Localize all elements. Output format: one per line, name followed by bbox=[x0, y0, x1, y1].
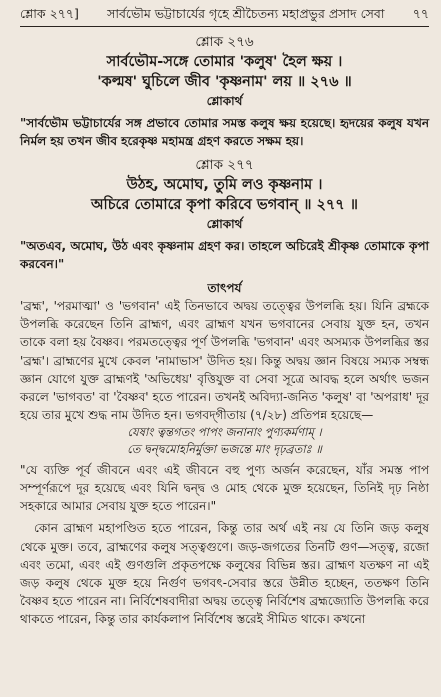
purport-paragraph-1: 'ব্রহ্ম', 'পরমাত্মা' ও 'ভগবান' এই তিনভাবে অদ্বয় তত্ত্বের উপলব্ধি হয়। যিনি ব্রহ্মকে উপলব্ধি করেছেন তিনি ব্রাহ্মণ, এবং ব্রাহ্মণ যখন ভগবানের সেবায় যুক্ত হন, তখন তাকে বলা হয় বৈষ্ণব। পরমতত্ত্বের পূর্ণ উপলব্ধি 'ভগবান' এবং অসম্যক উপলব্ধির স্তর 'ব্রহ্ম'। ব্রাহ্মণের মুখে কেবল 'নামাভাস' উদিত হয়। কিন্তু অদ্বয় জ্ঞান বিষয়ে সম্যক সম্বন্ধ জ্ঞান যোগে যুক্ত ব্রাহ্মণই 'অভিধেয়' বৃত্তিযুক্ত বা সেবা সূত্রে আবদ্ধ হলে অর্থাৎ ভজন করলে 'ভাগবত' বা 'বৈষ্ণব' হতে পারেন। তখনই অবিদ্যা-জনিত 'কলুষ' বা 'অপরাধ' দূর হয়ে তার মুখে শুদ্ধ নাম উদিত হন। ভগবদ্‌গীতায় (৭/২৮) প্রতিপন্ন হয়েছে— bbox=[20, 299, 429, 423]
purport-paragraph-2: কোন ব্রাহ্মণ মহাপণ্ডিত হতে পারেন, কিন্তু তার অর্থ এই নয় যে তিনি জড় কলুষ থেকে মুক্ত। তবে, ব্রাহ্মণের কলুষ সত্ত্বগুণে। জড়-জগতের তিনটি গুণ—সত্ত্ব, রজো এবং তমো, এবং এই গুণগুলি প্রকৃতপক্ষে কলুষের বিভিন্ন স্তর। ব্রাহ্মণ যতক্ষণ না এই জড় কলুষ থেকে মুক্ত হয়ে নির্গুণ ভগবৎ-সেবার স্তরে উন্নীত হচ্ছেন, ততক্ষণ তিনি বৈষ্ণব হতে পারেন না। নির্বিশেষবাদীরা অদ্বয় তত্ত্বে নির্বিশেষ ব্রহ্মজ্যোতি উপলব্ধি করে থাকতে পারেন, কিন্তু তার কার্যকলাপ নির্বিশেষ স্তরেই সীমিত থাকে। কখনো bbox=[20, 521, 429, 627]
page-number: ৭৭ bbox=[412, 6, 429, 21]
gita-quote-line-1: যেষাং ত্বন্তগতং পাপং জনানাং পুণ্যকর্মণাম্‌ । bbox=[127, 425, 322, 440]
running-header bbox=[20, 6, 429, 26]
verse-276-translation-heading: শ্লোকার্থ bbox=[206, 94, 243, 108]
verse-276-translation: "সার্বভৌম ভট্টাচার্যের সঙ্গ প্রভাবে তোমার সমস্ত কলুষ ক্ষয় হয়েছে। হৃদয়ের কলুষ যখন নির্মল হয় তখন জীব হরেকৃষ্ণ মহামন্ত্র গ্রহণ করতে সক্ষম হয়। bbox=[20, 116, 429, 148]
verse-277-line-2: অচিরে তোমারে কৃপা করিবে ভগবান্‌ ॥ ২৭৭ ॥ bbox=[91, 197, 358, 213]
gita-quote-line-2: তে দ্বন্দ্বমোহনির্মুক্তা ভজন্তে মাং দৃঢ়ব্রতাঃ ॥ bbox=[127, 442, 322, 457]
verse-277-label: শ্লোক ২৭৭ bbox=[195, 157, 254, 173]
header-rule bbox=[20, 26, 429, 27]
chapter-title: সার্বভৌম ভট্টাচার্যের গৃহে শ্রীচৈতন্য মহাপ্রভুর প্রসাদ সেবা bbox=[107, 6, 385, 21]
verse-276-line-2: 'কল্মষ' ঘুচিলে জীব 'কৃষ্ণনাম' লয় ॥ ২৭৬ ॥ bbox=[97, 74, 352, 90]
header-verse-ref: শ্লোক ২৭৭] bbox=[20, 6, 79, 21]
verse-277-translation: "অতএব, অমোঘ, উঠ এবং কৃষ্ণনাম গ্রহণ কর। তাহলে অচিরেই শ্রীকৃষ্ণ তোমাকে কৃপা করবেন।" bbox=[20, 239, 429, 271]
verse-276-line-1: সার্বভৌম-সঙ্গে তোমার 'কলুষ' হৈল ক্ষয় । bbox=[106, 54, 343, 70]
purport-heading: তাৎপর্য bbox=[207, 281, 242, 295]
verse-277-line-1: উঠহ, অমোঘ, তুমি লও কৃষ্ণনাম । bbox=[126, 177, 323, 193]
gita-quote-translation: "যে ব্যক্তি পূর্ব জীবনে এবং এই জীবনে বহু পুণ্য অর্জন করেছেন, যাঁর সমস্ত পাপ সম্পূর্ণরূপে দূর হয়েছে এবং যিনি দ্বন্দ্ব ও মোহ থেকে মুক্ত হয়েছেন, তিনিই দৃঢ় নিষ্ঠা সহকারে আমার সেবায় যুক্ত হতে পারেন।" bbox=[20, 463, 429, 514]
verse-276-label: শ্লোক ২৭৬ bbox=[195, 34, 254, 50]
verse-277-translation-heading: শ্লোকার্থ bbox=[206, 217, 243, 231]
